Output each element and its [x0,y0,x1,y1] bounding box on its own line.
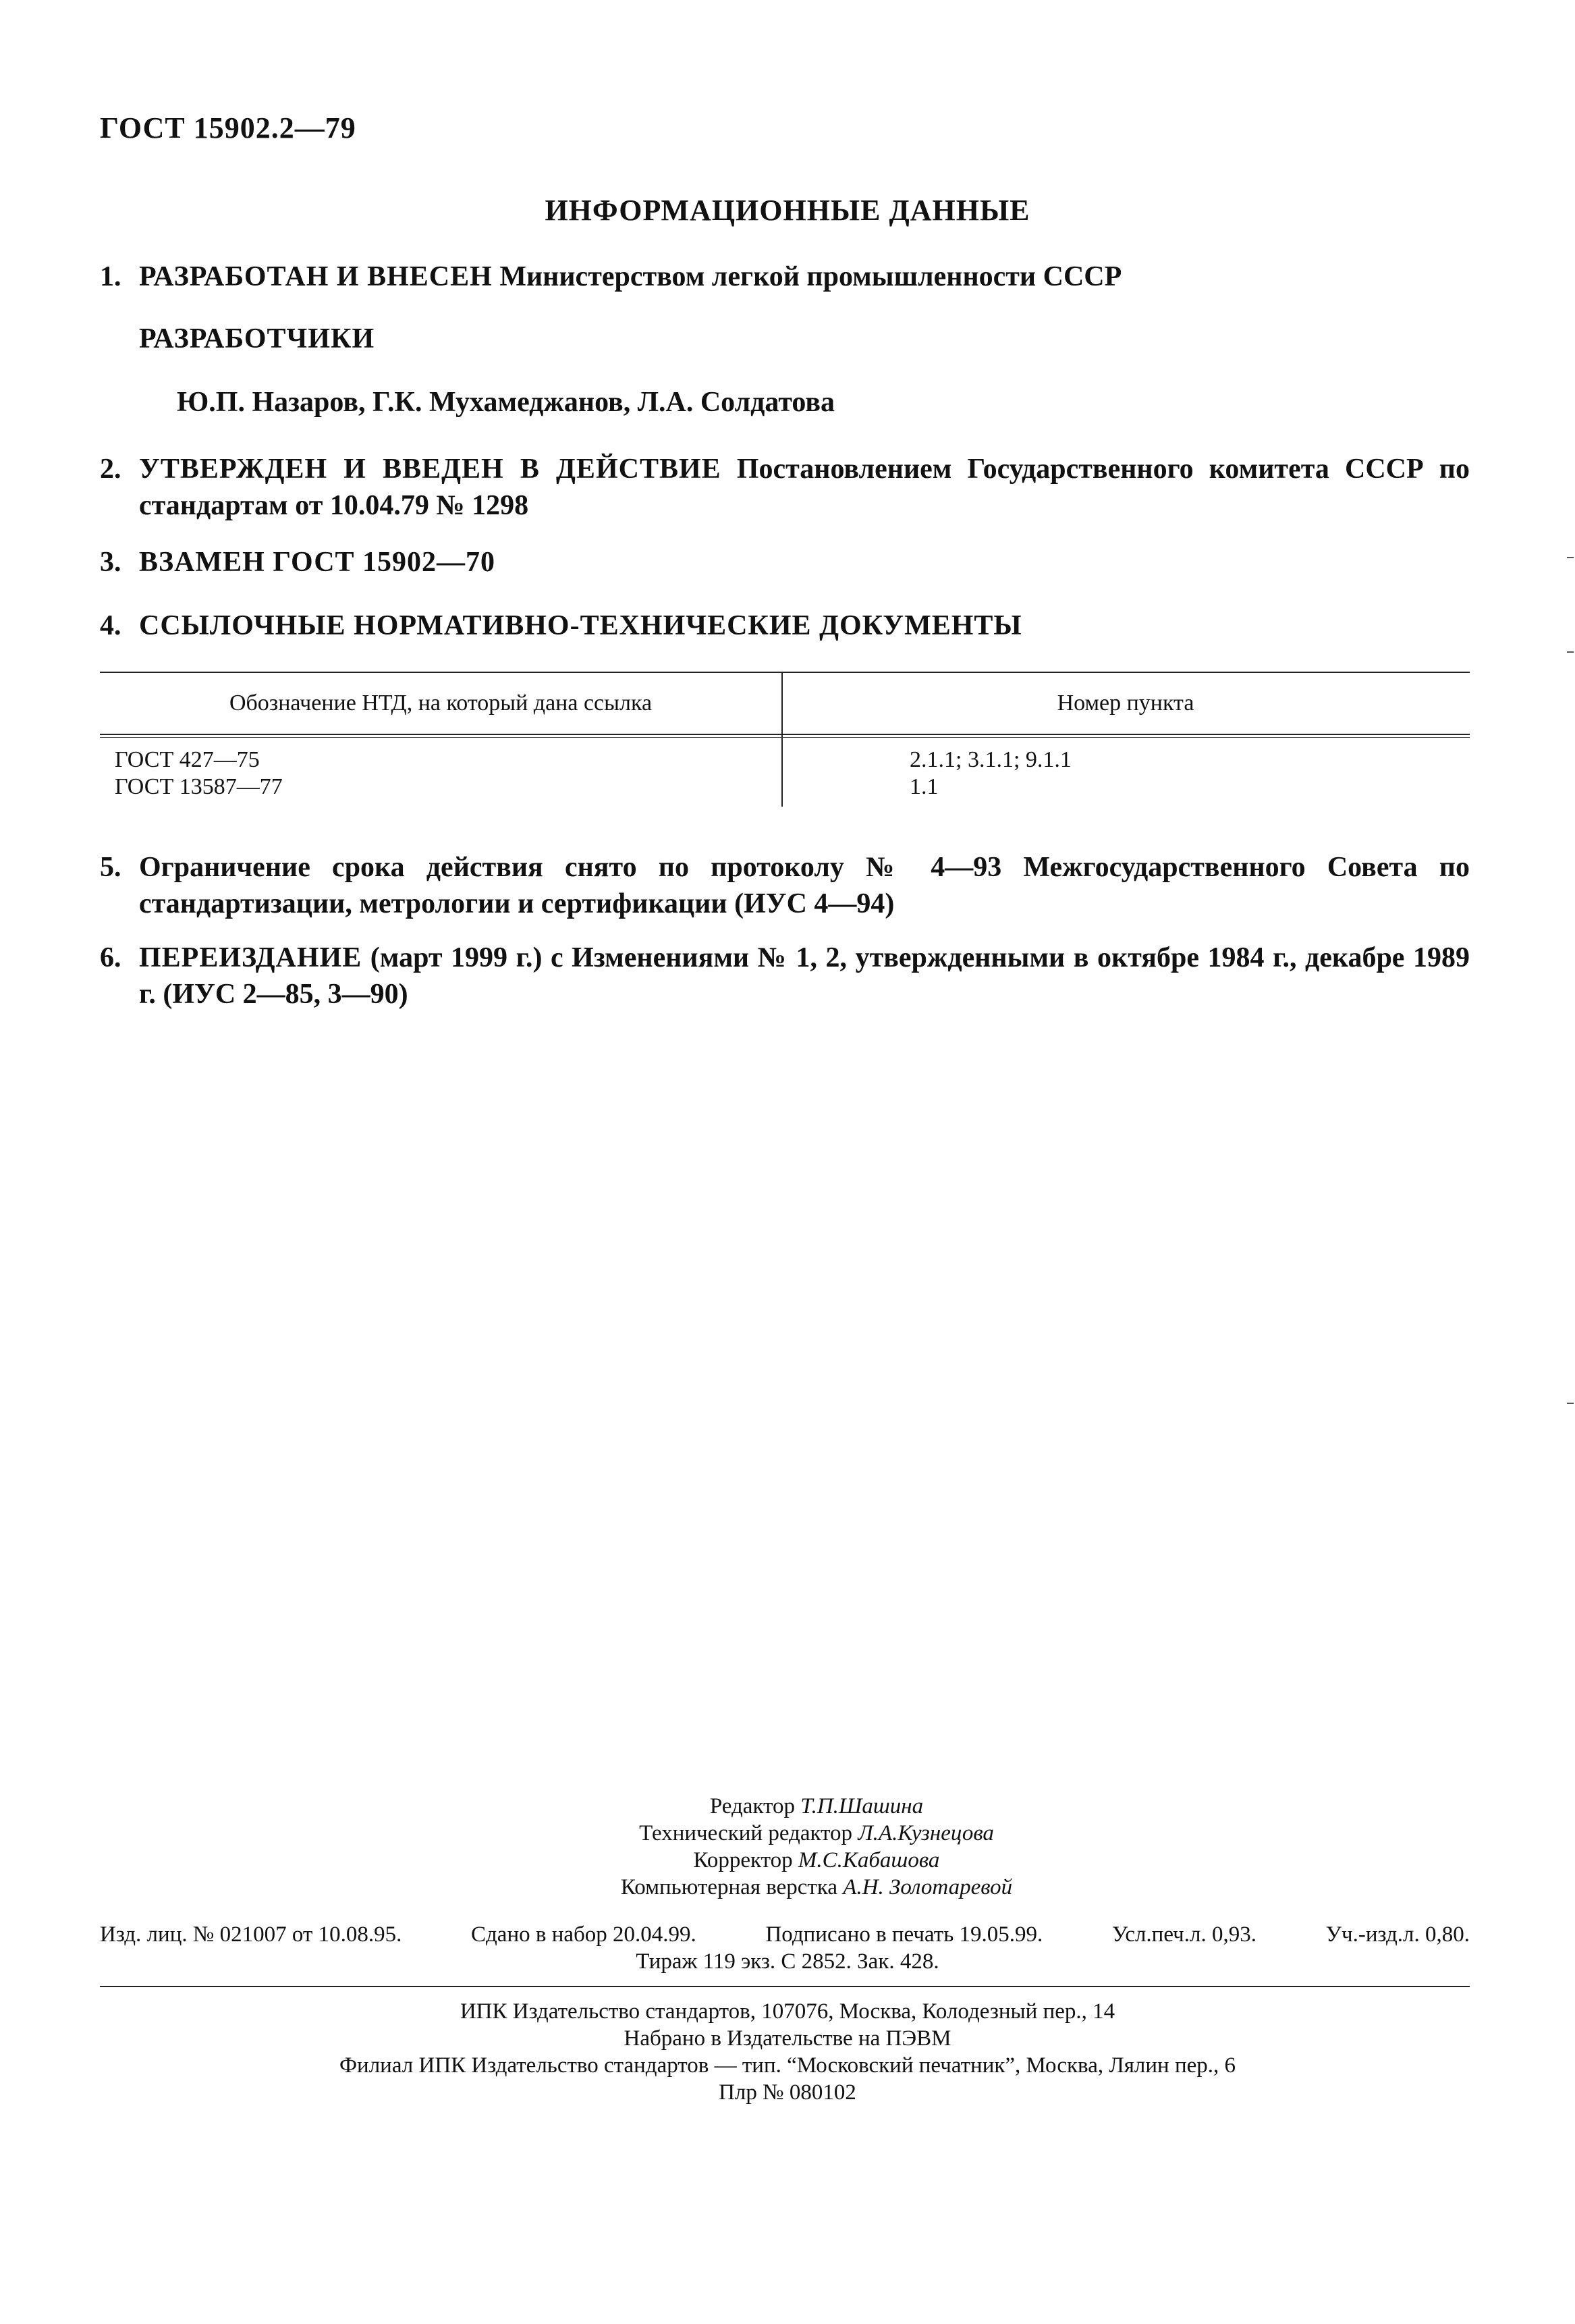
item-lead: ССЫЛОЧНЫЕ НОРМАТИВНО-ТЕХНИЧЕСКИЕ ДОКУМЕНТЫ [139,610,1022,641]
item-number: 3. [100,547,121,578]
table-cell-doc: ГОСТ 13587—77 [115,774,283,799]
publisher-block [0,1998,1575,2106]
item-number: 6. [100,942,121,973]
editorial-credits [513,1793,1120,1901]
credit-name: Л.А.Кузнецова [858,1821,994,1845]
item-text: Министерством легкой промышленности СССР [492,261,1122,292]
typeset-date: Сдано в набор 20.04.99. [471,1922,696,1947]
table-header-designation: Обозначение НТД, на который дана ссылка [229,691,653,715]
credit-name: М.С.Кабашова [798,1848,940,1872]
credit-label: Компьютерная верстка [620,1875,838,1899]
publisher-sheets: Уч.-изд.л. 0,80. [1325,1922,1470,1947]
credit-label: Редактор [709,1794,796,1818]
credit-corrector [513,1847,1120,1874]
scan-margin-mark [1567,651,1574,653]
publisher-line: ИПК Издательство стандартов, 107076, Москва, Колодезный пер., 14 [460,1999,1115,2024]
item-3 [100,544,1470,580]
item-lead: ПЕРЕИЗДАНИЕ [139,942,362,973]
table-cell-clause: 1.1 [910,774,939,799]
table-rule [100,737,1470,738]
table-header-clause: Номер пункта [1057,691,1194,715]
item-number: 1. [100,261,121,292]
table-cell-doc: ГОСТ 427—75 [115,747,260,772]
signed-date: Подписано в печать 19.05.99. [765,1922,1043,1947]
item-text: (март 1999 г.) с Изменениями № 1, 2, утвержденными в октябре 1984 г., декабре 1989 г. (ИУС 2—85, 3—90) [139,942,1470,1010]
credit-name: А.Н. Золотаревой [843,1875,1013,1899]
print-info-line [100,1921,1470,1948]
scan-margin-mark [1567,557,1574,558]
item-1 [100,259,1470,295]
credit-editor [513,1793,1120,1820]
item-number: 4. [100,610,121,641]
circulation-info: Тираж 119 экз. С 2852. Зак. 428. [636,1949,939,1974]
credit-name: Т.П.Шашина [800,1794,924,1818]
license-info: Изд. лиц. № 021007 от 10.08.95. [100,1922,402,1947]
credit-tech-editor [513,1820,1120,1847]
publisher-line: Плр № 080102 [719,2080,856,2105]
item-text: Постановлением Государственного комитета СССР по стандартам от 10.04.79 № 1298 [139,454,1470,521]
developers-heading: РАЗРАБОТЧИКИ [139,323,375,354]
section-title: ИНФОРМАЦИОННЫЕ ДАННЫЕ [545,194,1030,227]
table-row [100,774,1470,801]
table-row [100,747,1470,774]
document-code: ГОСТ 15902.2—79 [100,111,356,144]
item-text: Ограничение срока действия снято по протоколу № 4—93 Межгосударственного Совета по стандартизации, метрологии и сертификации (ИУС 4—94) [139,852,1470,919]
reference-table [100,672,1470,813]
table-rule [100,734,1470,735]
item-lead: УТВЕРЖДЕН И ВВЕДЕН В ДЕЙСТВИЕ [139,454,721,485]
table-cell-clause: 2.1.1; 3.1.1; 9.1.1 [910,747,1072,772]
item-lead: ВЗАМЕН ГОСТ 15902—70 [139,547,496,578]
publisher-line: Филиал ИПК Издательство стандартов — тип. “Московский печатник”, Москва, Лялин пер., 6 [339,2053,1236,2078]
scan-margin-mark [1567,1403,1574,1404]
item-lead: РАЗРАБОТАН И ВНЕСЕН [139,261,493,292]
footer-rule [100,1986,1470,1987]
print-sheets: Усл.печ.л. 0,93. [1111,1922,1256,1947]
item-6 [100,940,1470,1012]
credit-label: Технический редактор [639,1821,853,1845]
item-2 [100,451,1470,524]
credit-label: Корректор [693,1848,793,1872]
item-4 [100,607,1470,644]
credit-layout [513,1874,1120,1901]
table-rule [100,672,1470,673]
item-number: 5. [100,852,121,883]
publisher-line: Набрано в Издательстве на ПЭВМ [624,2026,951,2051]
item-5 [100,849,1470,922]
developers-names: Ю.П. Назаров, Г.К. Мухамеджанов, Л.А. Солдатова [177,387,835,418]
item-number: 2. [100,454,121,485]
